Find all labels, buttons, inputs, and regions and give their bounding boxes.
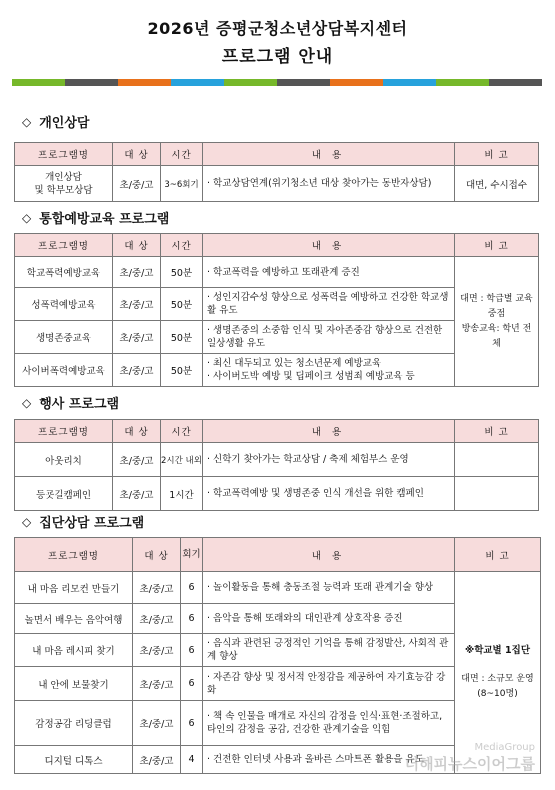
- color-stripe: [12, 79, 542, 86]
- table-row: [15, 166, 539, 202]
- col-target: 대 상: [133, 538, 181, 572]
- stripe-segment: [277, 79, 330, 86]
- sessions: 6: [181, 701, 203, 746]
- stripe-segment: [436, 79, 489, 86]
- col-time: 시간: [161, 143, 203, 166]
- program-name: 사이버폭력예방교육: [15, 354, 113, 387]
- watermark: [405, 740, 535, 772]
- program-name: 성폭력예방교육: [15, 288, 113, 321]
- col-target: 대 상: [113, 143, 161, 166]
- note-text: 대면 : 소규모 운영 (8~10명): [461, 674, 534, 699]
- sessions: 6: [181, 572, 203, 604]
- content: · 건전한 인터넷 사용과 올바른 스마트폰 활용을 유도: [203, 746, 455, 774]
- section-title: 집단상담 프로그램: [39, 516, 145, 531]
- col-note: 비 고: [455, 420, 539, 443]
- diamond-icon: ◇: [22, 114, 32, 129]
- content: · 음식과 관련된 긍정적인 기억을 통해 감정발산, 사회적 관계 향상: [203, 634, 455, 667]
- table-header-row: [15, 234, 539, 257]
- time: 50분: [161, 321, 203, 354]
- time: 1시간: [161, 477, 203, 511]
- stripe-segment: [489, 79, 542, 86]
- program-name: 감정공감 리딩클럽: [15, 701, 133, 746]
- content: · 학교폭력예방 및 생명존중 인식 개선을 위한 캠페인: [203, 477, 455, 511]
- watermark-top: MediaGroup: [474, 742, 535, 753]
- note: [455, 443, 539, 477]
- program-name: 아웃리치: [15, 443, 113, 477]
- content: · 음악을 통해 또래와의 대인관계 상호작용 증진: [203, 604, 455, 634]
- target: 초/중/고: [133, 604, 181, 634]
- col-content: 내 용: [203, 538, 455, 572]
- col-program: 프로그램명: [15, 538, 133, 572]
- content: · 성인지감수성 향상으로 성폭력을 예방하고 건강한 학교생활 유도: [203, 288, 455, 321]
- program-name: 내 마음 레시피 찾기: [15, 634, 133, 667]
- content: · 놀이활동을 통해 충동조절 능력과 또래 관계기술 향상: [203, 572, 455, 604]
- target: 초/중/고: [133, 572, 181, 604]
- col-note: 비 고: [455, 143, 539, 166]
- page-title: 2026년 증평군청소년상담복지센터: [147, 19, 408, 38]
- col-target: 대 상: [113, 234, 161, 257]
- content: · 학교폭력을 예방하고 또래관계 증진: [203, 257, 455, 288]
- target: 초/중/고: [113, 443, 161, 477]
- col-time: 시간: [161, 234, 203, 257]
- col-program: 프로그램명: [15, 420, 113, 443]
- target: 초/중/고: [113, 288, 161, 321]
- content: · 학교상담연계(위기청소년 대상 찾아가는 동반자상담): [203, 166, 455, 202]
- watermark-bottom: 더해피뉴스이어그룹: [404, 755, 535, 773]
- note: [455, 477, 539, 511]
- target: 초/중/고: [113, 354, 161, 387]
- section-title: 통합예방교육 프로그램: [39, 212, 170, 227]
- col-note: 비 고: [455, 234, 539, 257]
- time: 50분: [161, 288, 203, 321]
- table-header-row: [15, 420, 539, 443]
- content: · 자존감 향상 및 정서적 안정감을 제공하여 자기효능감 강화: [203, 667, 455, 701]
- program-name: 내 안에 보물찾기: [15, 667, 133, 701]
- section-heading-prevention: [22, 208, 169, 227]
- program-name: 디지털 디톡스: [15, 746, 133, 774]
- target: 초/중/고: [133, 701, 181, 746]
- target: 초/중/고: [133, 746, 181, 774]
- content: · 최신 대두되고 있는 청소년문제 예방교육 · 사이버도박 예방 및 딥페이크 성범죄 예방교육 등: [203, 354, 455, 387]
- content: · 생명존중의 소중함 인식 및 자아존중감 향상으로 건전한 일상생활 유도: [203, 321, 455, 354]
- section-title: 개인상담: [39, 116, 90, 131]
- table-row: [15, 257, 539, 288]
- time: 3~6회기: [161, 166, 203, 202]
- stripe-segment: [65, 79, 118, 86]
- section-title: 행사 프로그램: [39, 397, 120, 412]
- individual-counseling-table: [14, 142, 539, 202]
- sessions: 6: [181, 634, 203, 667]
- section-heading-events: [22, 393, 119, 412]
- time: 50분: [161, 354, 203, 387]
- target: 초/중/고: [113, 166, 161, 202]
- col-target: 대 상: [113, 420, 161, 443]
- note: 대면, 수시접수: [455, 166, 539, 202]
- diamond-icon: ◇: [22, 514, 32, 529]
- section-heading-individual: [22, 112, 89, 131]
- table-row: [15, 477, 539, 511]
- col-program: 프로그램명: [15, 143, 113, 166]
- target: 초/중/고: [113, 257, 161, 288]
- col-program: 프로그램명: [15, 234, 113, 257]
- note: 대면 : 학급별 교육 중점 방송교육: 학년 전체: [455, 257, 539, 387]
- col-note: 비 고: [455, 538, 541, 572]
- program-name: 놀면서 배우는 음악여행: [15, 604, 133, 634]
- stripe-segment: [12, 79, 65, 86]
- table-header-row: [15, 538, 541, 572]
- prevention-education-table: [14, 233, 539, 387]
- time: 50분: [161, 257, 203, 288]
- stripe-segment: [224, 79, 277, 86]
- col-content: 내 용: [203, 420, 455, 443]
- program-name: 내 마음 리모컨 만들기: [15, 572, 133, 604]
- page-subtitle: 프로그램 안내: [221, 47, 334, 67]
- stripe-segment: [118, 79, 171, 86]
- section-heading-group: [22, 512, 144, 531]
- content: · 신학기 찾아가는 학교상담 / 축제 체험부스 운영: [203, 443, 455, 477]
- col-content: 내 용: [203, 143, 455, 166]
- table-row: [15, 572, 541, 604]
- program-name: 생명존중교육: [15, 321, 113, 354]
- stripe-segment: [383, 79, 436, 86]
- sessions: 4: [181, 746, 203, 774]
- program-name: 학교폭력예방교육: [15, 257, 113, 288]
- table-row: [15, 443, 539, 477]
- stripe-segment: [171, 79, 224, 86]
- content: · 책 속 인물을 매개로 자신의 감정을 인식·표현·조절하고, 타인의 감정을 공감, 건강한 관계기술을 익힘: [203, 701, 455, 746]
- diamond-icon: ◇: [22, 210, 32, 225]
- program-name: 개인상담 및 학부모상담: [15, 166, 113, 202]
- program-name: 등굣길캠페인: [15, 477, 113, 511]
- table-header-row: [15, 143, 539, 166]
- stripe-segment: [330, 79, 383, 86]
- sessions: 6: [181, 667, 203, 701]
- sessions: 6: [181, 604, 203, 634]
- group-counseling-table: [14, 537, 541, 774]
- target: 초/중/고: [113, 477, 161, 511]
- col-time: 시간: [161, 420, 203, 443]
- time: 2시간 내외: [161, 443, 203, 477]
- col-sessions: 회기: [181, 538, 203, 572]
- target: 초/중/고: [133, 667, 181, 701]
- target: 초/중/고: [113, 321, 161, 354]
- target: 초/중/고: [133, 634, 181, 667]
- note-bold: ※학교별 1집단: [464, 645, 531, 656]
- col-content: 내 용: [203, 234, 455, 257]
- event-program-table: [14, 419, 539, 511]
- diamond-icon: ◇: [22, 395, 32, 410]
